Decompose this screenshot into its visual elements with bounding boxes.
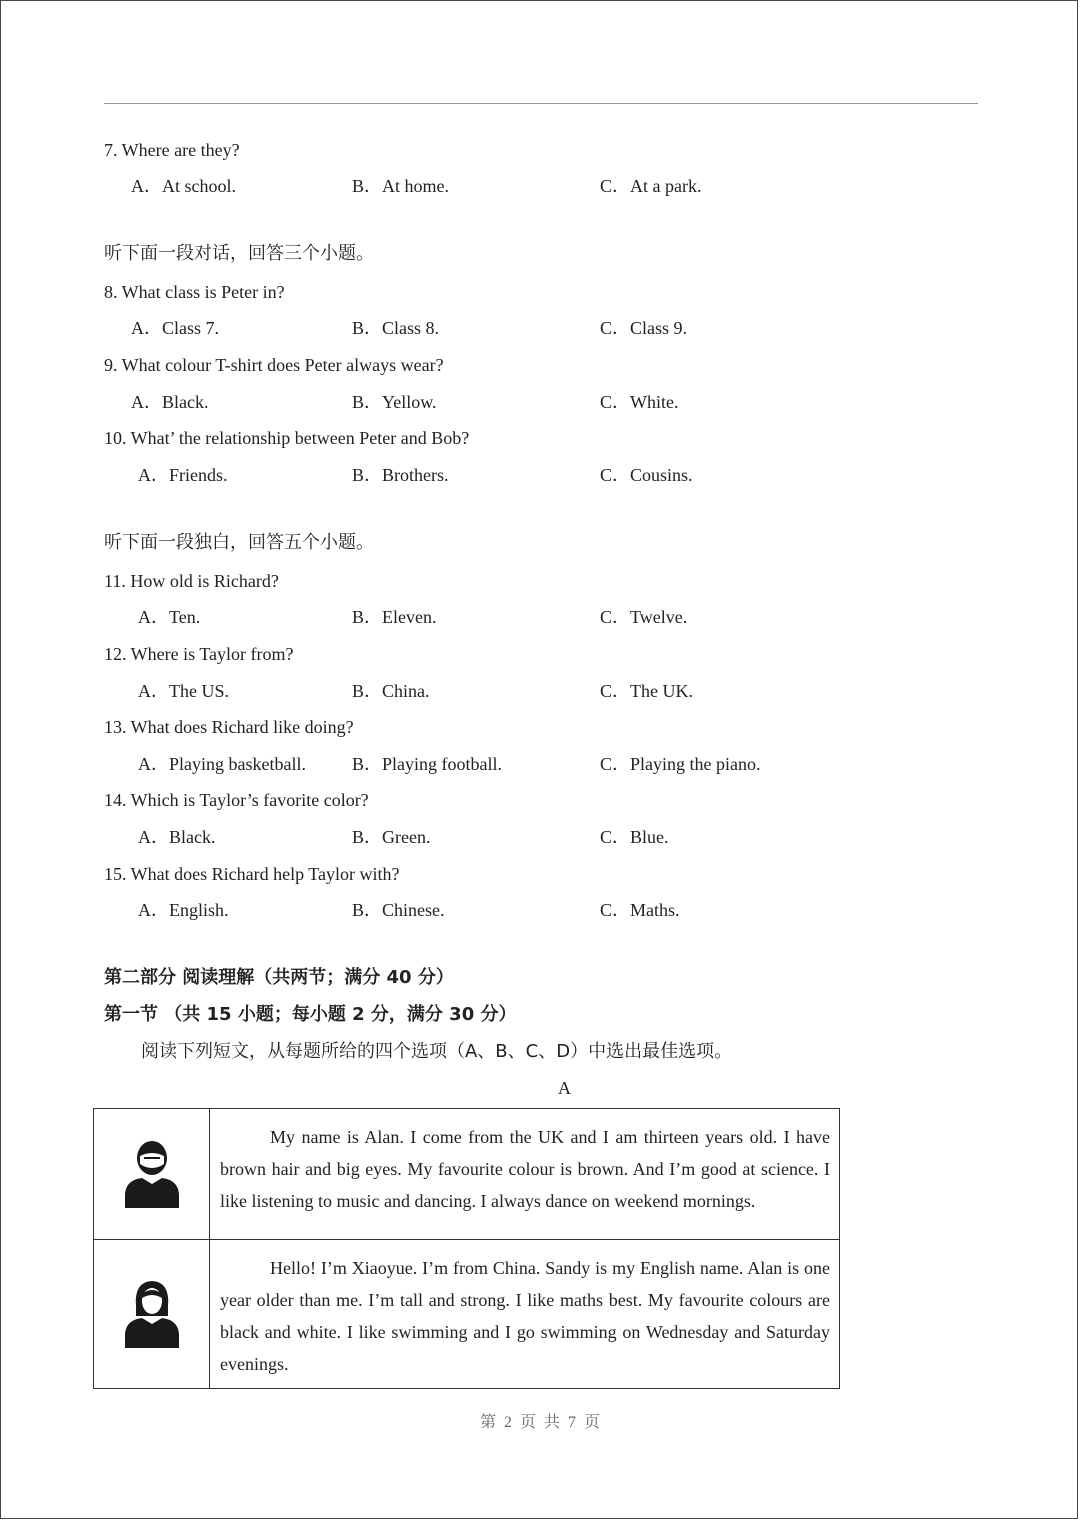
question-12-option-c: C．The UK. bbox=[600, 681, 693, 701]
question-11-stem: 11. How old is Richard? bbox=[104, 571, 279, 591]
reading-instruction: 阅读下列短文，从每题所给的四个选项（A、B、C、D）中选出最佳选项。 bbox=[141, 1041, 733, 1062]
question-7-option-a: A．At school. bbox=[131, 176, 236, 196]
question-12-option-b: B．China. bbox=[352, 681, 430, 701]
question-11-option-b: B．Eleven. bbox=[352, 607, 437, 627]
question-8-option-b: B．Class 8. bbox=[352, 318, 440, 338]
question-11-option-a: A．Ten. bbox=[138, 607, 201, 627]
question-11-option-c: C．Twelve. bbox=[600, 607, 688, 627]
page-footer: 第 2 页 共 7 页 bbox=[479, 1414, 602, 1431]
question-12-stem: 12. Where is Taylor from? bbox=[104, 644, 294, 664]
question-8-option-c: C．Class 9. bbox=[600, 318, 688, 338]
dialogue-instruction: 听下面一段对话，回答三个小题。 bbox=[104, 243, 374, 264]
passage-table bbox=[93, 1108, 840, 1389]
question-15-option-a: A．English. bbox=[138, 900, 229, 920]
passage-label: A bbox=[558, 1078, 571, 1098]
passage-text-cell bbox=[210, 1240, 840, 1389]
question-8-option-a: A．Class 7. bbox=[131, 318, 220, 338]
question-8-stem: 8. What class is Peter in? bbox=[104, 282, 285, 302]
question-12-option-a: A．The US. bbox=[138, 681, 229, 701]
male-person-icon bbox=[122, 1136, 182, 1208]
question-9-stem: 9. What colour T-shirt does Peter always wear? bbox=[104, 355, 444, 375]
question-7-option-c: C．At a park. bbox=[600, 176, 702, 196]
monologue-instruction: 听下面一段独白，回答五个小题。 bbox=[104, 532, 374, 553]
question-15-option-c: C．Maths. bbox=[600, 900, 680, 920]
question-10-stem: 10. What’ the relationship between Peter and Bob? bbox=[104, 428, 470, 448]
question-15-stem: 15. What does Richard help Taylor with? bbox=[104, 864, 400, 884]
question-7-stem: 7. Where are they? bbox=[104, 140, 240, 160]
question-10-option-b: B．Brothers. bbox=[352, 465, 449, 485]
passage-text-xiaoyue: Hello! I’m Xiaoyue. I’m from China. Sandy is my English name. Alan is one year older than me. I’m tall and strong. I like maths best. My favourite colours are black and white. I like swimming and I go swimming on Wednesday and Saturday evenings. bbox=[220, 1258, 830, 1374]
question-9-option-c: C．White. bbox=[600, 392, 679, 412]
question-14-option-b: B．Green. bbox=[352, 827, 431, 847]
passage-text-cell bbox=[210, 1109, 840, 1240]
question-13-option-b: B．Playing football. bbox=[352, 754, 502, 774]
question-13-option-c: C．Playing the piano. bbox=[600, 754, 761, 774]
avatar-cell bbox=[94, 1109, 210, 1240]
avatar-cell bbox=[94, 1240, 210, 1389]
header-rule bbox=[104, 103, 978, 104]
question-9-option-b: B．Yellow. bbox=[352, 392, 437, 412]
question-15-option-b: B．Chinese. bbox=[352, 900, 445, 920]
passage-row-xiaoyue bbox=[94, 1240, 840, 1389]
question-14-option-a: A．Black. bbox=[138, 827, 216, 847]
passage-text-alan: My name is Alan. I come from the UK and I am thirteen years old. I have brown hair and big eyes. My favourite colour is brown. And I’m good at science. I like listening to music and dancing. I always dance on weekend mornings. bbox=[220, 1127, 830, 1211]
question-10-option-a: A．Friends. bbox=[138, 465, 228, 485]
passage-row-alan bbox=[94, 1109, 840, 1240]
female-person-icon bbox=[122, 1276, 182, 1348]
question-14-option-c: C．Blue. bbox=[600, 827, 669, 847]
question-13-option-a: A．Playing basketball. bbox=[138, 754, 306, 774]
question-10-option-c: C．Cousins. bbox=[600, 465, 693, 485]
question-9-option-a: A．Black. bbox=[131, 392, 209, 412]
part2-heading: 第二部分 阅读理解（共两节；满分 40 分） bbox=[104, 967, 454, 988]
section1-heading: 第一节 （共 15 小题；每小题 2 分，满分 30 分） bbox=[104, 1004, 517, 1025]
question-13-stem: 13. What does Richard like doing? bbox=[104, 717, 354, 737]
question-7-option-b: B．At home. bbox=[352, 176, 449, 196]
question-14-stem: 14. Which is Taylor’s favorite color? bbox=[104, 790, 369, 810]
